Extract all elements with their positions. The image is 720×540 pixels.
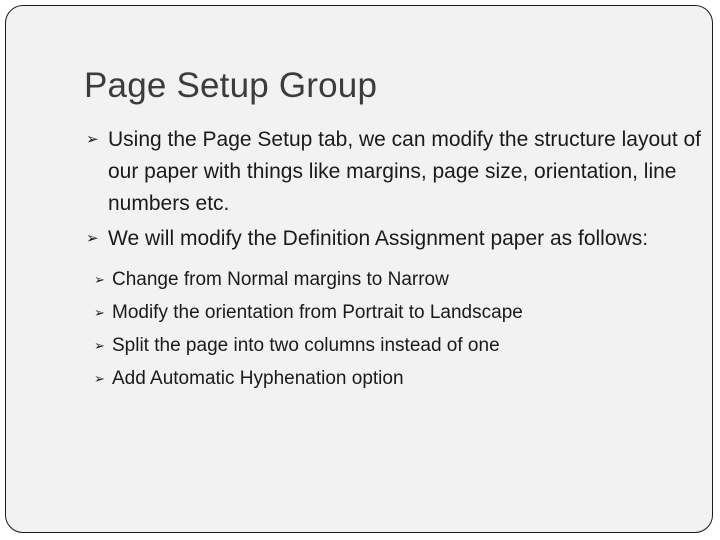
sub-bullet-text: Add Automatic Hyphenation option (112, 368, 404, 389)
arrow-bullet-icon: ➢ (94, 272, 105, 287)
bullet-text: We will modify the Definition Assignment paper as follows: (108, 227, 649, 250)
bullet-text: Using the Page Setup tab, we can modify the structure layout of our paper with things like margins, page size, orientation, line numbers etc. (108, 128, 702, 215)
sub-bullet-item (94, 329, 706, 362)
sub-bullet-text: Modify the orientation from Portrait to Landscape (112, 302, 523, 323)
bullet-list (86, 124, 706, 395)
sub-bullet-list (94, 263, 706, 395)
arrow-bullet-icon: ➢ (86, 230, 99, 247)
bullet-item (86, 223, 706, 255)
slide (5, 5, 713, 533)
sub-bullet-item (94, 263, 706, 296)
arrow-bullet-icon: ➢ (86, 131, 99, 148)
arrow-bullet-icon: ➢ (94, 371, 105, 386)
sub-bullet-item (94, 362, 706, 395)
bullet-item (86, 124, 706, 220)
slide-title: Page Setup Group (84, 66, 378, 105)
sub-bullet-item (94, 296, 706, 329)
sub-bullet-text: Change from Normal margins to Narrow (112, 269, 449, 290)
arrow-bullet-icon: ➢ (94, 305, 105, 320)
sub-bullet-text: Split the page into two columns instead of one (112, 335, 500, 356)
arrow-bullet-icon: ➢ (94, 338, 105, 353)
